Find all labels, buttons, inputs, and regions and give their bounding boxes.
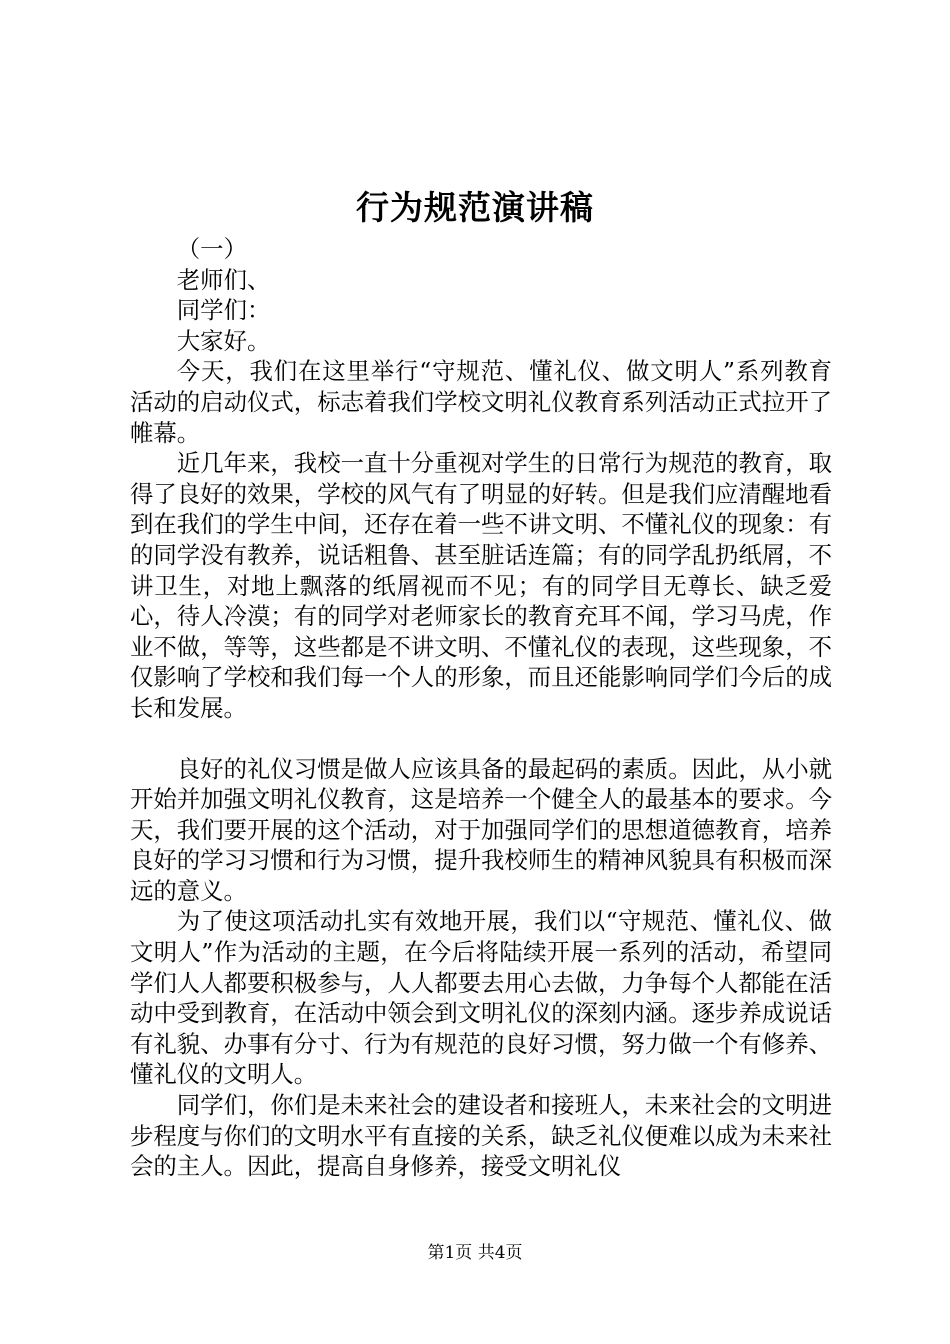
document-title: 行为规范演讲稿 <box>356 188 594 227</box>
paragraph-importance: 良好的礼仪习惯是做人应该具备的最起码的素质。因此，从小就开始并加强文明礼仪教育，这是培养一个健全人的最基本的要求。今天，我们要开展的这个活动，对于加强同学们的思想道德教育，培养良好的学习习惯和行为习惯，提升我校师生的精神风貌具有积极而深远的意义。 <box>130 754 832 905</box>
greeting: 大家好。 <box>176 326 271 355</box>
paragraph-activity-plan: 为了使这项活动扎实有效地开展，我们以“守规范、懂礼仪、做文明人”作为活动的主题，在今后将陆续开展一系列的活动，希望同学们人人都要积极参与，人人都要去用心去做，力争每个人都能在活动中受到教育，在活动中领会到文明礼仪的深刻内涵。逐步养成说话有礼貌、办事有分寸、行为有规范的良好习惯，努力做一个有修养、懂礼仪的文明人。 <box>130 907 832 1089</box>
paragraph-call-to-action: 同学们，你们是未来社会的建设者和接班人，未来社会的文明进步程度与你们的文明水平有直接的关系，缺乏礼仪便难以成为未来社会的主人。因此，提高自身修养，接受文明礼仪 <box>130 1091 832 1181</box>
paragraph-current-situation: 近几年来，我校一直十分重视对学生的日常行为规范的教育，取得了良好的效果，学校的风气有了明显的好转。但是我们应清醒地看到在我们的学生中间，还存在着一些不讲文明、不懂礼仪的现象：有的同学没有教养，说话粗鲁、甚至脏话连篇；有的同学乱扔纸屑，不讲卫生，对地上飘落的纸屑视而不见；有的同学目无尊长、缺乏爱心，待人冷漠；有的同学对老师家长的教育充耳不闻，学习马虎，作业不做，等等，这些都是不讲文明、不懂礼仪的表现，这些现象，不仅影响了学校和我们每一个人的形象，而且还能影响同学们今后的成长和发展。 <box>130 449 832 722</box>
salutation-students: 同学们： <box>176 296 271 325</box>
paragraph-intro: 今天，我们在这里举行“守规范、懂礼仪、做文明人”系列教育活动的启动仪式，标志着我们学校文明礼仪教育系列活动正式拉开了帷幕。 <box>130 357 832 447</box>
salutation-teachers: 老师们、 <box>176 265 271 294</box>
section-marker: （一） <box>176 235 247 263</box>
document-body <box>130 234 832 1182</box>
page-footer: 第1页 共4页 <box>427 1243 523 1263</box>
paragraph-gap <box>130 724 832 754</box>
